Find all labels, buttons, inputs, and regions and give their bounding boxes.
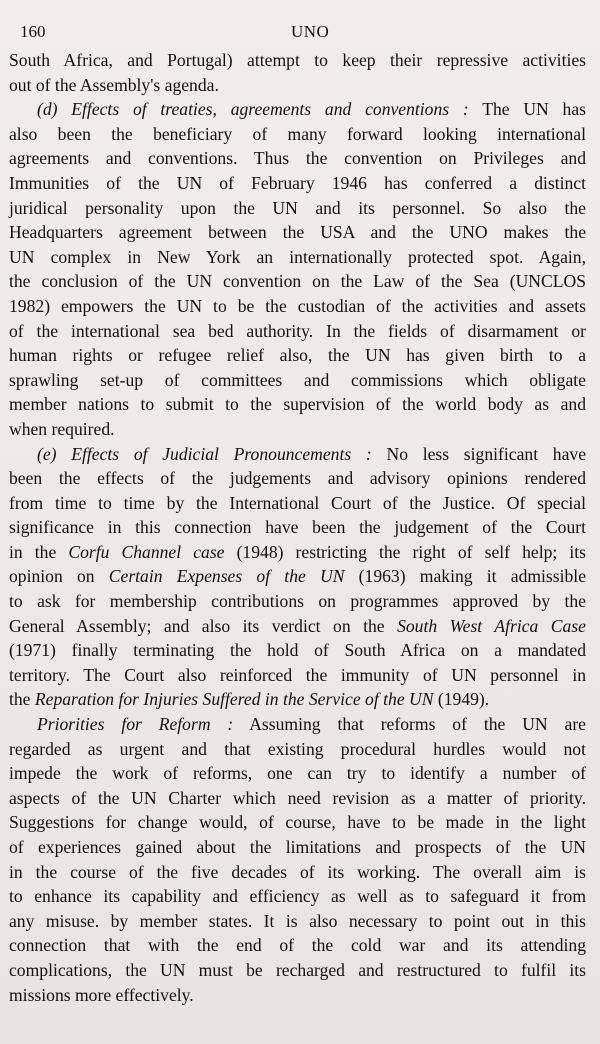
text-line: to ask for membership contributions on programmes approved by the <box>9 591 586 612</box>
case-title: South West Africa Case <box>397 615 586 636</box>
section-heading-reform: Priorities for Reform : <box>37 714 234 735</box>
text-line: connection that with the end of the cold war and its attending <box>9 935 586 956</box>
text-line: juridical personality upon the UN and its personnel. So also the <box>9 197 586 218</box>
text-line: territory. The Court also reinforced the immunity of UN personnel in <box>9 664 586 685</box>
case-title: Certain Expenses of the UN <box>108 566 345 587</box>
text-fragment: (1963) making it admissible <box>344 566 587 587</box>
text-line: significance in this connection have been the judgement of the Court <box>9 517 586 538</box>
text-line: complications, the UN must be recharged and restructured to fulfil its <box>9 959 586 980</box>
text-line: also been the beneficiary of many forward looking international <box>9 123 586 144</box>
body-text <box>9 48 586 1007</box>
section-heading-treaties: (d) Effects of treaties, agreements and conventions : <box>37 99 469 120</box>
case-title: Corfu Channel case <box>68 541 225 562</box>
text-line: impede the work of reforms, one can try to identify a number of <box>9 763 586 784</box>
section-heading-judicial: (e) Effects of Judicial Pronouncements : <box>37 443 372 464</box>
text-line <box>9 442 586 467</box>
text-line <box>9 712 586 737</box>
text-fragment: (1948) restricting the right of self help; its <box>224 541 586 562</box>
text-fragment: (1949). <box>433 689 490 710</box>
text-line: of the international sea bed authority. In the fields of disarmament or <box>9 320 586 341</box>
page-number: 160 <box>20 22 46 41</box>
paragraph-judicial <box>9 442 586 713</box>
text-line: any misuse. by member states. It is also necessary to point out in this <box>9 910 586 931</box>
case-title: Reparation for Injuries Suffered in the Service of the UN <box>34 689 434 710</box>
text-line <box>9 564 586 589</box>
text-line <box>9 97 586 122</box>
text-line <box>9 614 586 639</box>
text-line: the conclusion of the UN convention on the Law of the Sea (UNCLOS <box>9 271 586 292</box>
text-line: when required. <box>9 418 115 439</box>
text-line: human rights or refugee relief also, the UN has given birth to a <box>9 345 586 366</box>
paragraph-reform <box>9 712 586 1007</box>
text-line: Headquarters agreement between the USA and the UNO makes the <box>9 222 586 243</box>
text-line: Immunities of the UN of February 1946 has conferred a distinct <box>9 172 586 193</box>
text-line: missions more effectively. <box>9 984 194 1005</box>
running-head: UNO <box>291 22 330 41</box>
text-fragment: opinion on <box>9 566 109 587</box>
text-line: in the course of the five decades of its working. The overall aim is <box>9 861 586 882</box>
text-line: 1982) empowers the UN to be the custodian of the activities and assets <box>9 295 586 316</box>
text-line: to enhance its capability and efficiency as well as to safeguard it from <box>9 886 586 907</box>
text-fragment: No less significant have <box>371 443 587 464</box>
text-line: been the effects of the judgements and advisory opinions rendered <box>9 468 586 489</box>
text-fragment: Assuming that reforms of the UN are <box>233 714 586 735</box>
text-line: from time to time by the International Court of the Justice. Of special <box>9 492 586 513</box>
text-line: out of the Assembly's agenda. <box>9 74 219 95</box>
text-fragment: in the <box>9 541 69 562</box>
paragraph-treaties <box>9 97 586 441</box>
text-line: UN complex in New York an internationally protected spot. Again, <box>9 246 586 267</box>
text-line: sprawling set-up of committees and commissions which obligate <box>9 369 586 390</box>
text-line: of experiences gained about the limitations and prospects of the UN <box>9 837 586 857</box>
text-line: regarded as urgent and that existing procedural hurdles would not <box>9 738 586 759</box>
text-fragment: General Assembly; and also its verdict on the <box>9 615 398 636</box>
text-line: Suggestions for change would, of course, have to be made in the light <box>9 812 586 833</box>
page-header <box>9 18 586 46</box>
text-line <box>9 540 586 565</box>
text-line: agreements and conventions. Thus the convention on Privileges and <box>9 148 586 169</box>
text-fragment: the <box>9 689 35 710</box>
text-line: member nations to submit to the supervision of the world body as and <box>9 394 586 415</box>
text-fragment: The UN has <box>468 99 586 120</box>
text-line: (1971) finally terminating the hold of South Africa on a mandated <box>9 640 586 661</box>
paragraph-continuation <box>9 48 586 97</box>
text-line: aspects of the UN Charter which need revision as a matter of priority. <box>9 787 586 808</box>
text-line <box>9 687 586 712</box>
text-line: South Africa, and Portugal) attempt to keep their repressive activities <box>9 50 586 70</box>
